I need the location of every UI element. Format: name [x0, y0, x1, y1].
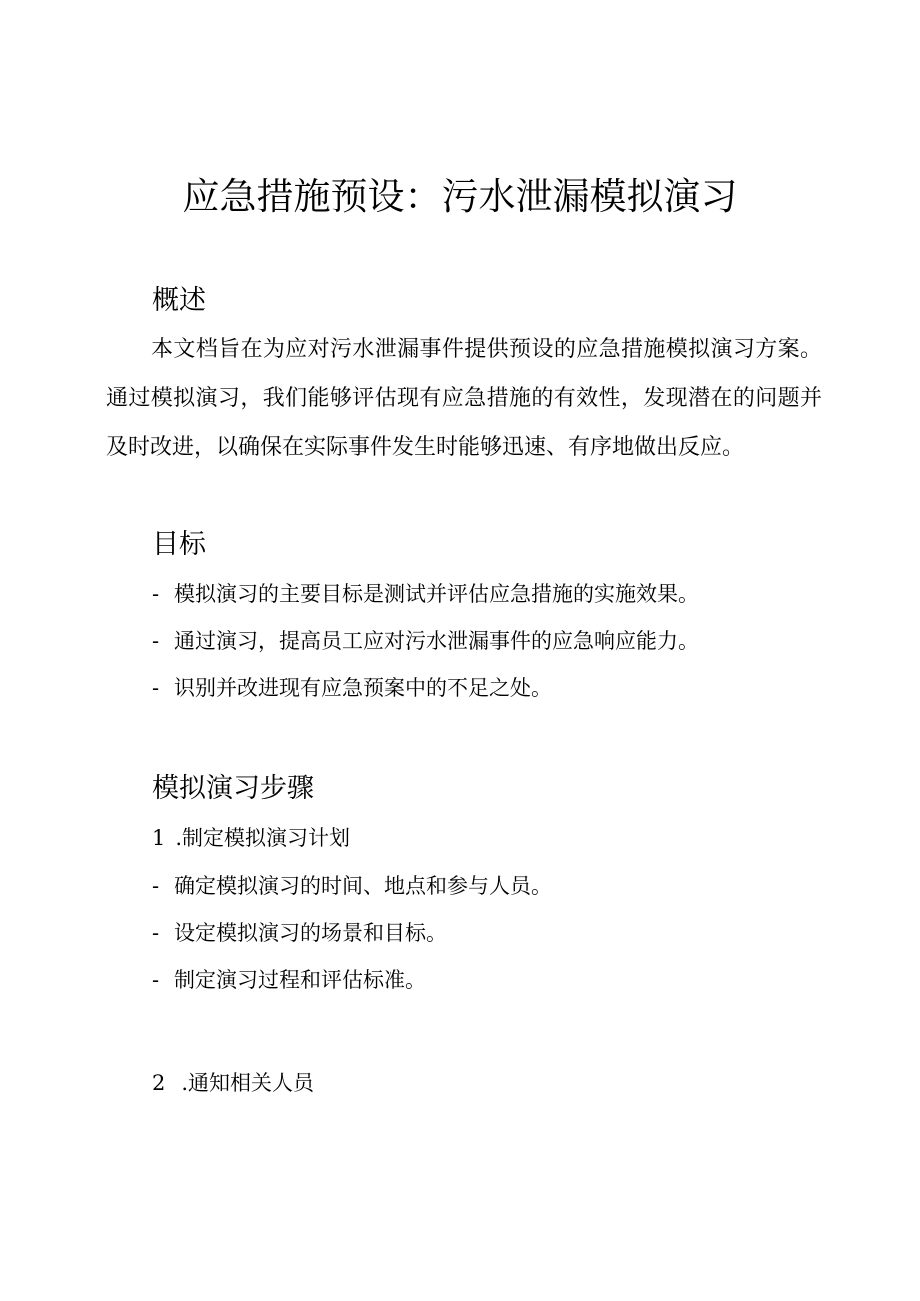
step-item-text: 确定模拟演习的时间、地点和参与人员。: [174, 874, 552, 898]
step-title: .制定模拟演习计划: [175, 826, 351, 850]
objective-text: 模拟演习的主要目标是测试并评估应急措施的实施效果。: [174, 582, 699, 606]
bullet-dash: -: [152, 921, 160, 945]
objective-text: 通过演习，提高员工应对污水泄漏事件的应急响应能力。: [174, 629, 699, 653]
step-1-item: [152, 965, 426, 995]
step-number: 1: [152, 826, 166, 850]
step-1-item: [152, 918, 447, 948]
bullet-dash: -: [152, 676, 160, 700]
overview-paragraph: 本文档旨在为应对污水泄漏事件提供预设的应急措施模拟演习方案。通过模拟演习，我们能够评估现有应急措施的有效性，发现潜在的问题并及时改进，以确保在实际事件发生时能够迅速、有序地做出反应。: [106, 337, 822, 460]
step-title: .通知相关人员: [181, 1071, 315, 1095]
step-number: 2: [152, 1071, 166, 1095]
step-item-text: 制定演习过程和评估标准。: [174, 968, 426, 992]
document-title: 应急措施预设：污水泄漏模拟演习: [182, 175, 738, 218]
step-item-text: 设定模拟演习的场景和目标。: [174, 921, 447, 945]
section-heading-steps: 模拟演习步骤: [152, 773, 314, 804]
objective-item: [152, 626, 699, 656]
bullet-dash: -: [152, 582, 160, 606]
bullet-dash: -: [152, 629, 160, 653]
section-heading-overview: 概述: [152, 285, 206, 316]
bullet-dash: -: [152, 874, 160, 898]
step-1-item: [152, 871, 552, 901]
section-heading-objectives: 目标: [152, 529, 206, 560]
step-2-heading: [152, 1068, 314, 1098]
objective-item: [152, 579, 699, 609]
objective-text: 识别并改进现有应急预案中的不足之处。: [174, 676, 552, 700]
objective-item: [152, 673, 552, 703]
step-1-heading: [152, 823, 350, 853]
bullet-dash: -: [152, 968, 160, 992]
